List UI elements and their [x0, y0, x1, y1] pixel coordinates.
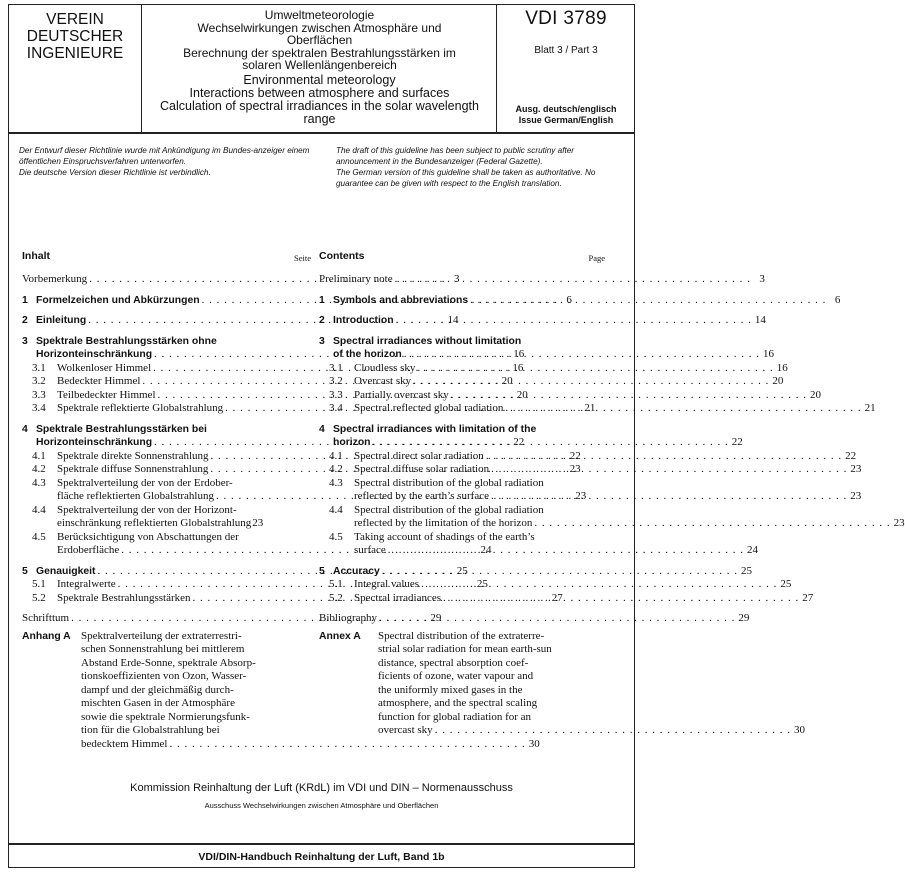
entry-label: Spectral reflected global radiation — [354, 402, 504, 414]
entry-label: Spectral diffuse solar radiation — [354, 463, 490, 475]
entry-number: 1 — [22, 294, 28, 306]
annex-text: schen Sonnenstrahlung bei mittlerem — [81, 643, 245, 655]
note-text: The draft of this guideline has been subject to public scrutiny after announcement in the Bundesanzeiger (Federal Gazette). — [336, 146, 575, 166]
entry-label: Spektralverteilung der von der Erdober- — [57, 476, 233, 489]
entry-page: 27 — [551, 591, 563, 604]
toc-entry[interactable] — [319, 423, 743, 450]
entry-page: 20 — [772, 375, 784, 387]
annex-text: atmosphere, and the spectral scaling — [378, 697, 538, 709]
issue-language — [498, 104, 634, 125]
entry-label: reflected by the limitation of the horizon — [354, 517, 533, 529]
page-column-label: Seite — [294, 253, 311, 263]
issue-line: Issue German/English — [518, 114, 614, 125]
entry-page: 21 — [864, 402, 876, 414]
document-id-block — [498, 5, 634, 132]
entry-label: fläche reflektierten Globalstrahlung — [57, 490, 214, 502]
toc-entry[interactable] — [319, 578, 792, 592]
entry-number: 5.1 — [32, 578, 46, 590]
entry-number: 4.2 — [32, 463, 46, 475]
entry-page: 22 — [513, 436, 525, 448]
entry-number: 4 — [319, 423, 325, 435]
title-de-line: Umweltmeteorologie — [264, 8, 375, 22]
note-english — [336, 145, 628, 189]
toc-entry[interactable] — [319, 335, 774, 362]
toc-entry[interactable] — [319, 402, 876, 416]
entry-number: 3 — [319, 335, 325, 347]
entry-page: 29 — [430, 612, 442, 624]
entry-number: 4.4 — [32, 503, 46, 516]
entry-label: Spektralverteilung der von der Horizont- — [57, 503, 237, 516]
toc-entry[interactable] — [319, 503, 905, 531]
toc-english — [319, 250, 905, 738]
entry-number: 3.3 — [329, 388, 343, 401]
annex-text: ficients of ozone, water vapour and — [378, 670, 534, 682]
part-number: Blatt 3 / Part 3 — [534, 45, 598, 56]
entry-page: 16 — [762, 348, 774, 360]
entry-label: Formelzeichen und Abkürzungen — [36, 294, 200, 306]
entry-label: Spektrale Bestrahlungsstärken bei — [36, 423, 207, 435]
entry-number: 3.1 — [32, 361, 46, 374]
entry-number: 4.1 — [329, 449, 343, 462]
entry-number: 3.2 — [32, 375, 46, 387]
entry-page: 6 — [566, 293, 572, 306]
entry-label: Introduction — [333, 315, 394, 326]
entry-page: 24 — [480, 544, 492, 556]
entry-label: Wolkenloser Himmel — [57, 361, 152, 374]
entry-page: 22 — [845, 449, 857, 462]
entry-page: 22 — [569, 449, 581, 462]
title-de-line: Berechnung der spektralen Bestrahlungsstärken im — [183, 45, 456, 60]
entry-page: 25 — [476, 578, 488, 590]
publisher-line: INGENIEURE — [26, 45, 124, 62]
entry-label: Spectral irradiances without limitation — [333, 335, 522, 347]
entry-page: 23 — [569, 463, 581, 475]
entry-label: Spektrale Bestrahlungsstärken — [57, 591, 191, 604]
note-text: The German version of this guideline shall be taken as authoritative. No guarantee can be given with respect to the English translation. — [336, 168, 596, 188]
entry-number: 5.2 — [329, 591, 343, 604]
commission-name: Kommission Reinhaltung der Luft (KRdL) im VDI und DIN – Normenausschuss — [130, 782, 513, 794]
entry-page: 23 — [850, 490, 862, 502]
entry-label: Bibliography — [319, 612, 378, 624]
annex-text: mischten Gasen in der Atmosphäre — [81, 697, 235, 709]
entry-label: of the horizon — [333, 349, 402, 360]
toc-entry[interactable] — [319, 388, 821, 403]
entry-label: Horizonteinschränkung — [36, 349, 153, 360]
entry-label: Overcast sky — [354, 375, 412, 387]
toc-entry[interactable] — [319, 463, 862, 477]
entry-label: Spektrale diffuse Sonnenstrahlung — [57, 463, 209, 475]
entry-page: 20 — [809, 388, 821, 401]
entry-page: 30 — [528, 737, 540, 750]
entry-number: 5 — [319, 565, 325, 577]
toc-entry[interactable] — [319, 449, 857, 464]
annex-text: dampf und der gleichmäßig durch- — [81, 683, 234, 696]
entry-label: Spektrale direkte Sonnenstrahlung — [57, 449, 209, 462]
header — [9, 5, 634, 134]
entry-label: Berücksichtigung von Abschattungen der — [57, 530, 239, 543]
handbook-footer: VDI/DIN-Handbuch Reinhaltung der Luft, Band 1b — [9, 843, 634, 870]
publisher-line: VEREIN — [46, 11, 104, 28]
entry-label: Preliminary note — [319, 273, 393, 285]
toc-entry[interactable] — [319, 530, 759, 558]
entry-page: 3 — [453, 273, 460, 285]
entry-label: Integral values — [354, 578, 420, 590]
toc-entry[interactable] — [319, 273, 765, 287]
entry-label: Spektrale reflektierte Globalstrahlung — [57, 402, 224, 414]
toc-entry[interactable] — [319, 564, 753, 579]
entry-number: 5 — [22, 565, 28, 577]
entry-page: 14 — [754, 314, 766, 326]
entry-page: 16 — [512, 361, 524, 374]
title-de-line: Wechselwirkungen zwischen Atmosphäre und — [197, 20, 442, 35]
toc-title: Inhalt — [22, 250, 50, 262]
entry-page: 23 — [850, 463, 862, 475]
title-de-line: Oberflächen — [286, 33, 353, 48]
annex-label: Anhang A — [22, 630, 71, 642]
entry-number: 3.2 — [329, 375, 343, 387]
toc-entry[interactable] — [319, 375, 784, 389]
entry-number: 3.4 — [32, 402, 46, 414]
toc-entry-annex[interactable] — [319, 629, 805, 738]
entry-label: Integralwerte — [57, 578, 116, 590]
annex-text: Abstand Erde-Sonne, spektrale Absorp- — [81, 656, 256, 669]
annex-text: tionskoeffizienten von Ozon, Wasser- — [81, 670, 247, 682]
annex-text: function for global radiation for an — [378, 710, 532, 723]
entry-number: 3.4 — [329, 402, 343, 414]
entry-label: Taking account of shadings of the earth’s — [354, 530, 535, 543]
entry-page: 29 — [738, 612, 750, 624]
title-en-line: Interactions between atmosphere and surfaces — [189, 85, 450, 100]
entry-number: 4.2 — [329, 463, 343, 475]
document-page — [8, 4, 905, 868]
entry-label: Erdoberfläche — [57, 544, 120, 556]
entry-label: Spectral direct solar radiation — [354, 449, 484, 462]
guideline-title — [143, 5, 497, 132]
toc-entry[interactable] — [319, 476, 862, 504]
title-en-line: range — [303, 111, 336, 126]
title-en-line: Calculation of spectral irradiances in the solar wavelength — [160, 98, 479, 113]
entry-page: 27 — [802, 591, 814, 604]
entry-label: einschränkung reflektierten Globalstrahlung — [57, 517, 252, 529]
entry-number: 4.3 — [32, 476, 46, 489]
entry-label: horizon — [333, 437, 371, 448]
entry-number: 2 — [22, 315, 28, 326]
entry-label: Vorbemerkung — [22, 273, 88, 285]
annex-text: Spektralverteilung der extraterrestri- — [81, 629, 242, 642]
entry-page: 3 — [759, 273, 765, 285]
annex-text: bedecktem Himmel — [81, 737, 168, 750]
entry-page: 30 — [793, 724, 805, 736]
entry-page: 24 — [747, 544, 759, 556]
entry-label: Teilbedeckter Himmel — [57, 388, 156, 401]
toc-heading — [22, 250, 311, 266]
entry-page: 23 — [893, 517, 905, 529]
entry-label: surface — [354, 544, 386, 556]
annex-text: tion für die Globalstrahlung bei — [81, 724, 220, 736]
entry-label: Spectral irradiances — [354, 591, 442, 604]
entry-label: Accuracy — [333, 565, 380, 577]
entry-page: 16 — [513, 348, 525, 360]
entry-number: 4.3 — [329, 476, 343, 489]
toc-entry[interactable] — [319, 361, 788, 376]
entry-label: reflected by the earth’s surface — [354, 490, 489, 502]
entry-label: Symbols and abbreviations — [333, 294, 469, 306]
title-en-line: Environmental meteorology — [243, 72, 396, 87]
entry-label: Spectral irradiances with limitation of the — [333, 423, 537, 435]
annex-text: distance, spectral absorption coef- — [378, 656, 529, 669]
annex-text: overcast sky — [378, 724, 433, 736]
annex-text: sowie die spektrale Normierungsfunk- — [81, 710, 250, 723]
toc-entry[interactable] — [319, 591, 814, 606]
entry-page: 25 — [456, 564, 468, 577]
entry-number: 4.4 — [329, 503, 343, 516]
entry-number: 5.1 — [329, 578, 343, 590]
toc-title: Contents — [319, 250, 365, 262]
toc-entry[interactable] — [22, 504, 311, 531]
note-german — [19, 145, 311, 178]
entry-label: Bedeckter Himmel — [57, 375, 141, 387]
title-de-line: solaren Wellenlängenbereich — [242, 58, 397, 73]
toc-entry[interactable] — [319, 314, 766, 328]
entry-page: 6 — [834, 293, 841, 306]
entry-label: Schrifttum — [22, 612, 70, 624]
entry-label: Horizonteinschränkung — [36, 437, 153, 448]
document-number: VDI 3789 — [525, 8, 607, 29]
entry-page: 20 — [501, 375, 513, 387]
entry-number: 2 — [319, 315, 325, 326]
publisher-name — [9, 5, 142, 132]
entry-number: 5.2 — [32, 591, 46, 604]
entry-number: 4.1 — [32, 449, 46, 462]
committee-name: Ausschuss Wechselwirkungen zwischen Atmosphäre und Oberflächen — [204, 801, 439, 810]
entry-number: 1 — [319, 294, 325, 306]
entry-number: 4.5 — [32, 530, 46, 543]
annex-text: the uniformly mixed gases in the — [378, 683, 523, 696]
entry-number: 4.5 — [329, 530, 343, 543]
entry-page: 22 — [731, 436, 743, 448]
entry-page: 16 — [776, 361, 788, 374]
entry-page: 25 — [780, 578, 792, 590]
note-text: Der Entwurf dieser Richtlinie wurde mit Ankündigung im Bundes-anzeiger einem öffentlichen Einspruchsverfahren unterworfen. — [19, 146, 310, 166]
title-en — [143, 74, 496, 126]
entry-page: 21 — [584, 402, 596, 414]
entry-page: 25 — [741, 564, 753, 577]
entry-label: Genauigkeit — [36, 565, 96, 577]
issue-line: Ausg. deutsch/englisch — [515, 104, 617, 114]
entry-page: 23 — [575, 490, 587, 502]
entry-label: Partially overcast sky — [354, 388, 449, 401]
entry-page: 14 — [447, 314, 459, 326]
toc-entry[interactable] — [319, 293, 841, 308]
annex-label: Annex A — [319, 630, 361, 642]
entry-number: 4 — [22, 423, 28, 435]
note-text: Die deutsche Version dieser Richtlinie ist verbindlich. — [19, 168, 211, 177]
entry-page: 23 — [252, 517, 264, 529]
publisher-line: DEUTSCHER — [26, 28, 124, 45]
annex-text: strial solar radiation for mean earth-sun — [378, 643, 552, 655]
toc-entry[interactable] — [319, 612, 750, 626]
entry-number: 3.1 — [329, 361, 343, 374]
entry-number: 3 — [22, 335, 28, 347]
toc-heading — [319, 250, 605, 266]
annex-text: Spectral distribution of the extraterre- — [378, 629, 545, 642]
entry-label: Einleitung — [36, 315, 87, 326]
entry-page: 20 — [516, 388, 528, 401]
entry-label: Spectral distribution of the global radiation — [354, 476, 544, 489]
entry-label: Cloudless sky — [354, 361, 416, 374]
page-column-label: Page — [588, 253, 605, 263]
entry-number: 3.3 — [32, 388, 46, 401]
entry-label: Spectral distribution of the global radiation — [354, 503, 544, 516]
entry-label: Spektrale Bestrahlungsstärken ohne — [36, 335, 217, 347]
